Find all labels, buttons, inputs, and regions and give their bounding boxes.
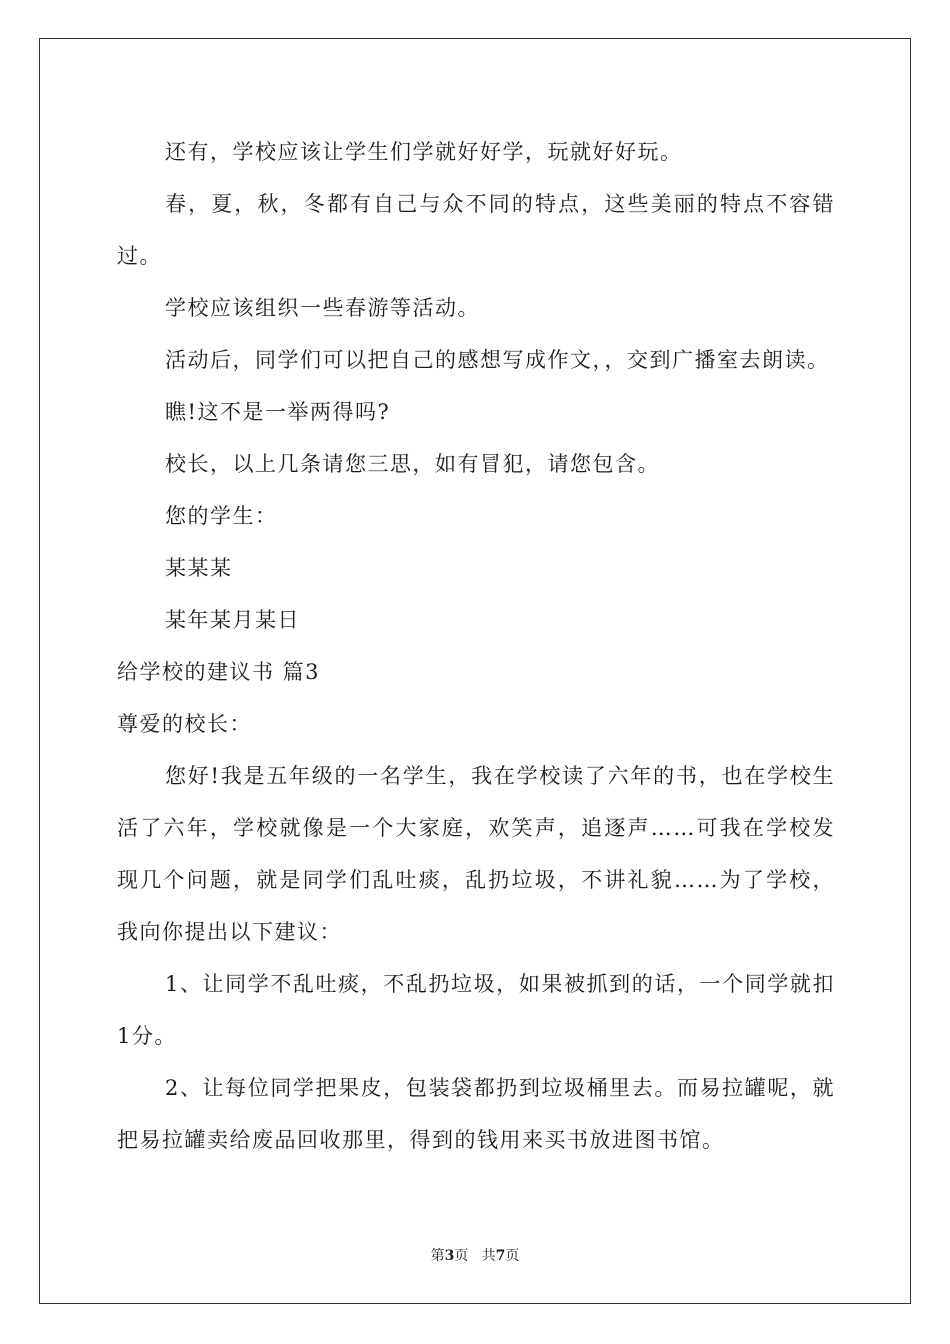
page-suffix: 页	[454, 1248, 469, 1264]
paragraph: 活动后，同学们可以把自己的感想写成作文，，交到广播室去朗读。	[165, 348, 830, 372]
page-footer	[0, 1246, 950, 1266]
signature-label: 您的学生：	[165, 504, 278, 528]
signature-date: 某年某月某日	[165, 608, 300, 632]
document-body	[117, 126, 835, 1166]
paragraph: 春，夏，秋，冬都有自己与众不同的特点，这些美丽的特点不容错过。	[117, 192, 835, 268]
total-pages: 7	[495, 1248, 506, 1264]
salutation: 尊爱的校长：	[117, 712, 252, 736]
section-heading: 给学校的建议书 篇3	[117, 660, 321, 684]
paragraph: 校长，以上几条请您三思，如有冒犯，请您包含。	[165, 452, 660, 476]
paragraph: 瞧!这不是一举两得吗?	[165, 400, 391, 424]
page-number: 3	[444, 1248, 455, 1264]
paragraph: 1、让同学不乱吐痰，不乱扔垃圾，如果被抓到的话，一个同学就扣1分。	[117, 972, 835, 1048]
paragraph: 2、让每位同学把果皮，包装袋都扔到垃圾桶里去。而易拉罐呢，就把易拉罐卖给废品回收那里，得到的钱用来买书放进图书馆。	[117, 1076, 835, 1152]
total-prefix: 共	[481, 1248, 496, 1264]
total-suffix: 页	[505, 1248, 520, 1264]
signature-name: 某某某	[165, 556, 233, 580]
paragraph: 还有，学校应该让学生们学就好好学，玩就好好玩。	[165, 140, 683, 164]
paragraph: 学校应该组织一些春游等活动。	[165, 296, 480, 320]
page-prefix: 第	[430, 1248, 445, 1264]
paragraph: 您好!我是五年级的一名学生，我在学校读了六年的书，也在学校生活了六年，学校就像是一个大家庭，欢笑声，追逐声……可我在学校发现几个问题，就是同学们乱吐痰，乱扔垃圾，不讲礼貌……为了学校，我向你提出以下建议：	[117, 764, 835, 944]
